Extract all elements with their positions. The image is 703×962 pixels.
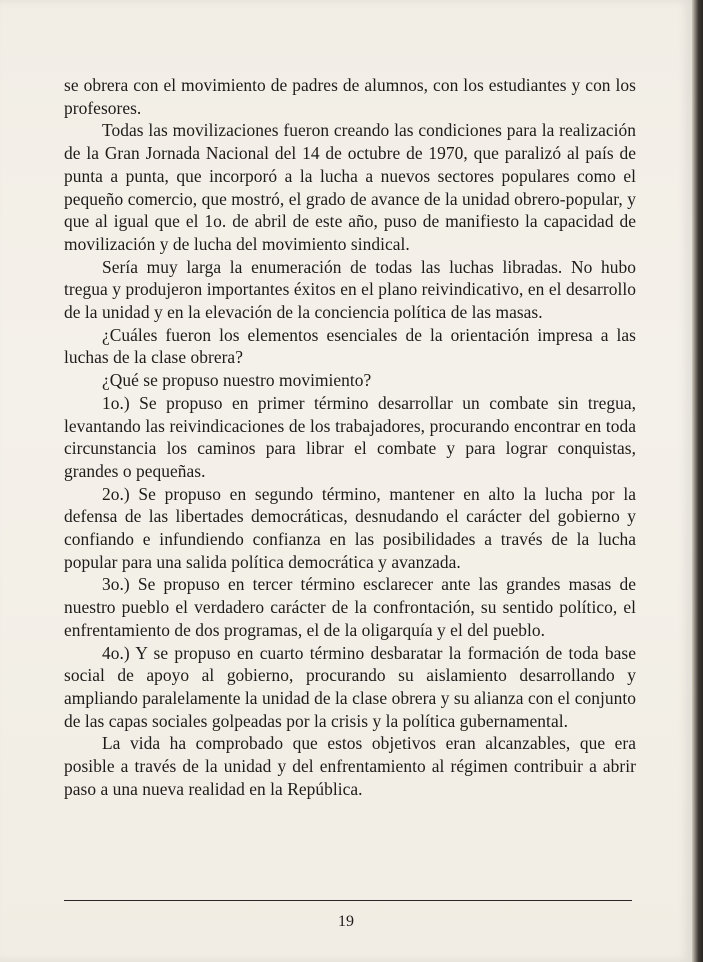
body-text [64, 74, 636, 801]
paragraph-6: 1o.) Se propuso en primer término desarrollar un combate sin tregua, levantando las reivindicaciones de los trabajadores, procurando encontrar en toda circunstancia los caminos para librar el combate y para lograr conquistas, grandes o pequeñas. [64, 392, 636, 481]
paragraph-4: ¿Cuáles fueron los elementos esenciales de la orientación impresa a las luchas de la clase obrera? [64, 324, 636, 368]
paragraph-9: 4o.) Y se propuso en cuarto término desbaratar la formación de toda base social de apoyo al gobierno, procurando su aislamiento desarrollando y ampliando paralelamente la unidad de la clase obrera y su alianza con el conjunto de las capas sociales golpeadas por la crisis y la política gubernamental. [64, 642, 636, 731]
paragraph-10: La vida ha comprobado que estos objetivos eran alcanzables, que era posible a través de la unidad y del enfrentamiento al régimen contribuir a abrir paso a una nueva realidad en la República. [64, 733, 636, 799]
footer-rule [64, 900, 632, 901]
paragraph-8: 3o.) Se propuso en tercer término esclarecer ante las grandes masas de nuestro pueblo el verdadero carácter de la confrontación, su sentido político, el enfrentamiento de dos programas, el de la oligarquía y el del pueblo. [64, 574, 636, 640]
paragraph-3: Sería muy larga la enumeración de todas las luchas libradas. No hubo tregua y produjeron importantes éxitos en el plano reivindicativo, en el desarrollo de la unidad y en la elevación de la conciencia política de las masas. [64, 256, 636, 323]
paragraph-7: 2o.) Se propuso en segundo término, mantener en alto la lucha por la defensa de las libertades democráticas, desnudando el carácter del gobierno y confiando e infundiendo confianza en las posibilidades a través de la lucha popular para una salida política democrática y avanzada. [64, 483, 636, 572]
book-spine-edge [692, 0, 703, 962]
paragraph-5: ¿Qué se propuso nuestro movimiento? [102, 370, 372, 391]
page-number: 19 [338, 913, 354, 930]
paragraph-1: se obrera con el movimiento de padres de alumnos, con los estudiantes y con los profesores. [64, 75, 636, 118]
paragraph-2: Todas las movilizaciones fueron creando las condiciones para la realización de la Gran Jornada Nacional del 14 de octubre de 1970, que paralizó al país de punta a punta, que incorporó a la lucha a nuevos sectores populares como el pequeño comercio, que mostró, el grado de avance de la unidad obrero-popular, y que al igual que el 1o. de abril de este año, puso de manifiesto la capacidad de movilización y de lucha del movimiento sindical. [64, 120, 636, 254]
